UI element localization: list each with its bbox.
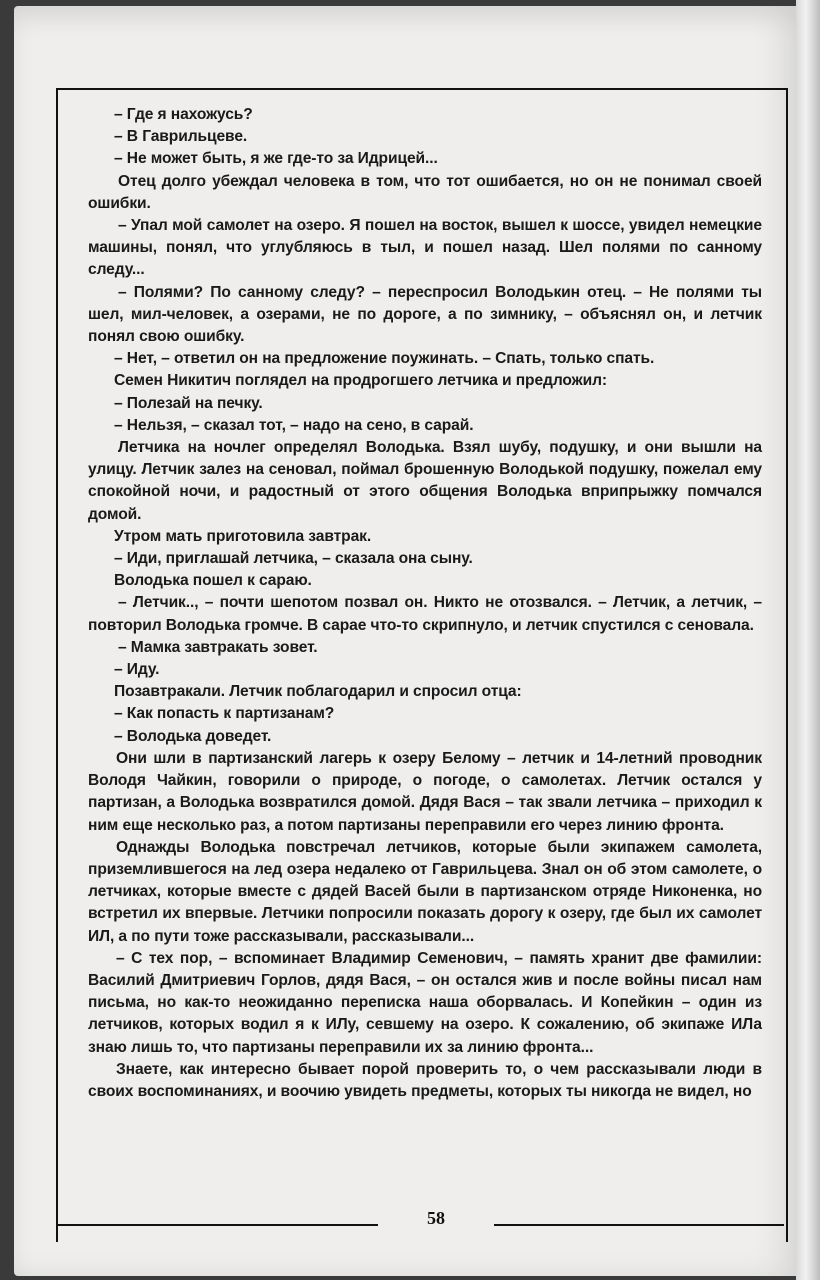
paragraph: Утром мать приготовила завтрак. xyxy=(114,527,372,545)
footer-rule-right xyxy=(494,1224,784,1226)
paragraph: Знаете, как интересно бывает порой проверить то, о чем рассказывали люди в своих воспоминаниях, и воочию увидеть предметы, которых ты никогда не видел, но xyxy=(88,1060,762,1100)
paragraph: – С тех пор, – вспоминает Владимир Семенович, – память хранит две фамилии: Василий Дмитриевич Горлов, дядя Вася, – он остался жив и после войны писал нам письма, но как-то неожиданно переписка наша оборвалась. И Копейкин – один из летчиков, которых водил я к ИЛу, севшему на озеро. К сожалению, об экипаже ИЛа знаю лишь то, что партизаны переправили их за линию фронта... xyxy=(88,949,762,1056)
paragraph: – Иди, приглашай летчика, – сказала она сыну. xyxy=(114,550,473,568)
paragraph: – Нет, – ответил он на предложение поужинать. – Спать, только спать. xyxy=(114,350,655,368)
paragraph: Отец долго убеждал человека в том, что тот ошибается, но он не понимал своей ошибки. xyxy=(88,172,762,212)
paragraph: Они шли в партизанский лагерь к озеру Белому – летчик и 14-летний проводник Володя Чайкин, говорили о природе, о погоде, о самолетах. Летчик остался у партизан, а Володька возвратился домой. Дядя Вася – так звали летчика – приходил к ним еще несколько раз, а потом партизаны переправили его через линию фронта. xyxy=(88,749,762,834)
paragraph: – В Гаврильцеве. xyxy=(114,128,248,146)
paragraph: Однажды Володька повстречал летчиков, которые были экипажем самолета, приземлившегося на лед озера недалеко от Гаврильцева. Знал он об этом самолете, о летчиках, которые вместе с дядей Васей были в партизанском отряде Никоненка, но встретил их впервые. Летчики попросили показать дорогу к озеру, где был их самолет ИЛ, а по пути тоже рассказывали, рассказывали... xyxy=(88,838,762,945)
paragraph: – Летчик.., – почти шепотом позвал он. Никто не отозвался. – Летчик, а летчик, – повторил Володька громче. В сарае что-то скрипнуло, и летчик спустился с сеновала. xyxy=(88,594,762,634)
paragraph: Позавтракали. Летчик поблагодарил и спросил отца: xyxy=(114,683,522,701)
paragraph: Володька пошел к сараю. xyxy=(114,572,312,590)
paragraph: – Где я нахожусь? xyxy=(114,106,253,123)
body-text xyxy=(88,104,762,1103)
paragraph: – Полезай на печку. xyxy=(114,394,263,412)
paragraph: Семен Никитич поглядел на продрогшего летчика и предложил: xyxy=(114,372,607,390)
paragraph: – Володька доведет. xyxy=(114,727,272,745)
paragraph: – Иду. xyxy=(114,661,160,679)
paragraph: – Нельзя, – сказал тот, – надо на сено, в сарай. xyxy=(114,416,474,434)
paragraph: – Как попасть к партизанам? xyxy=(114,705,335,723)
page-edge xyxy=(796,0,820,1280)
paragraph: – Упал мой самолет на озеро. Я пошел на восток, вышел к шоссе, увидел немецкие машины, понял, что углубляюсь в тыл, и пошел назад. Шел полями по санному следу... xyxy=(88,217,762,279)
paragraph: – Не может быть, я же где-то за Идрицей... xyxy=(114,150,438,168)
footer-rule-left xyxy=(56,1224,378,1226)
page-number: 58 xyxy=(427,1208,445,1228)
paragraph: Летчика на ночлег определял Володька. Взял шубу, подушку, и они вышли на улицу. Летчик залез на сеновал, поймал брошенную Володькой подушку, пожелал ему спокойной ночи, и радостный от этого общения Володька вприпрыжку помчался домой. xyxy=(88,439,762,523)
paragraph: – Полями? По санному следу? – переспросил Володькин отец. – Не полями ты шел, мил-человек, а озерами, не по дороге, а по зимнику, – объяснял он, и летчик понял свою ошибку. xyxy=(88,283,762,346)
paragraph: – Мамка завтракать зовет. xyxy=(118,638,318,656)
